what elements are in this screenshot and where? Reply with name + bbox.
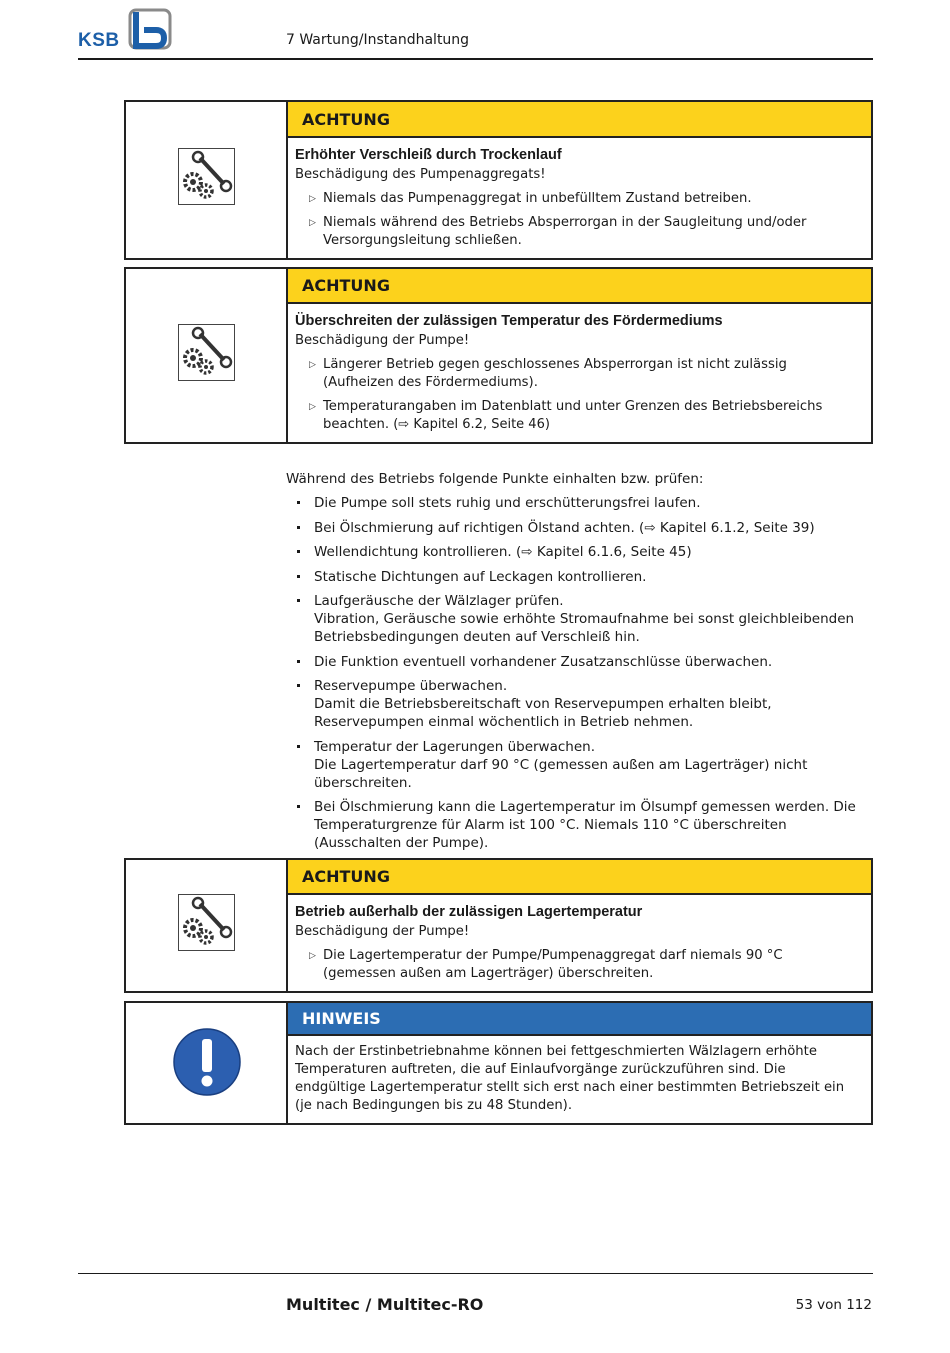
chapter-heading: 7 Wartung/Instandhaltung <box>286 32 470 48</box>
product-title: Multitec / Multitec-RO <box>286 1295 484 1314</box>
notice-icon-column <box>126 1003 288 1123</box>
wrench-gear-icon <box>178 324 235 381</box>
notice-title: Überschreiten der zulässigen Temperatur des Fördermediums <box>295 313 723 329</box>
notice-header-achtung: ACHTUNG <box>288 269 871 304</box>
notice-box-temperature <box>124 267 873 444</box>
notice-box-bearing-temperature <box>124 858 873 993</box>
list-item: Bei Ölschmierung kann die Lagertemperatur im Ölsumpf gemessen werden. Die Temperaturgrenze für Alarm ist 100 °C. Niemals 110 °C überschreiten (Ausschalten der Pumpe). <box>286 798 866 852</box>
notice-item: ▷ Niemals das Pumpenaggregat in unbefülltem Zustand betreiben. <box>309 191 752 206</box>
notice-header-achtung: ACHTUNG <box>288 102 871 138</box>
list-item: Statische Dichtungen auf Leckagen kontrollieren. <box>286 568 866 586</box>
list-item: Temperatur der Lagerungen überwachen. Die Lagertemperatur darf 90 °C (gemessen außen am Lagerträger) nicht überschreiten. <box>286 738 866 792</box>
wrench-gear-icon <box>178 894 235 951</box>
logo-text: KSB <box>78 30 120 51</box>
cross-reference-link[interactable]: (⇨ Kapitel 6.2, Seite 46) <box>393 417 550 432</box>
notice-box-hinweis <box>124 1001 873 1125</box>
list-item: Die Pumpe soll stets ruhig und erschütterungsfrei laufen. <box>286 494 866 512</box>
notice-icon-column <box>126 860 288 991</box>
notice-title: Erhöhter Verschleiß durch Trockenlauf <box>295 147 562 163</box>
notice-text: Nach der Erstinbetriebnahme können bei fettgeschmierten Wälzlagern erhöhte Temperaturen auftreten, die auf Einlaufvorgänge zurückzuführen sind. Die endgültige Lagertemperatur stellt sich erst nach einer bestimmten Betriebszeit ein (je nach Bedingungen bis zu 48 Stunden). <box>295 1044 845 1113</box>
notice-item: ▷ Die Lagertemperatur der Pumpe/Pumpenaggregat darf niemals 90 °C (gemessen außen am Lagerträger) überschreiten. <box>309 948 783 981</box>
cross-reference-link[interactable]: (⇨ Kapitel 6.1.6, Seite 45) <box>516 544 692 560</box>
footer-rule <box>78 1273 873 1274</box>
notice-item: ▷ Temperaturangaben im Datenblatt und unter Grenzen des Betriebsbereichs beachten. (⇨ Kapitel 6.2, Seite 46) <box>309 399 823 432</box>
notice-subtitle: Beschädigung der Pumpe! <box>295 333 470 348</box>
notice-item: ▷ Längerer Betrieb gegen geschlossenes Absperrorgan ist nicht zulässig (Aufheizen des Fördermediums). <box>309 357 787 390</box>
list-item: Bei Ölschmierung auf richtigen Ölstand achten. (⇨ Kapitel 6.1.2, Seite 39) <box>286 519 866 537</box>
checklist-intro: Während des Betriebs folgende Punkte einhalten bzw. prüfen: <box>286 471 704 487</box>
wrench-gear-icon <box>178 148 235 205</box>
list-item: Die Funktion eventuell vorhandener Zusatzanschlüsse überwachen. <box>286 653 866 671</box>
notice-icon-column <box>126 102 288 258</box>
notice-header-hinweis: HINWEIS <box>288 1003 871 1036</box>
list-item: Reservepumpe überwachen. Damit die Betriebsbereitschaft von Reservepumpen erhalten bleibt, Reservepumpen einmal wöchentlich in Betrieb nehmen. <box>286 677 866 731</box>
notice-icon-column <box>126 269 288 442</box>
ksb-logo-mark-icon <box>126 8 174 52</box>
header-rule <box>78 58 873 60</box>
list-item: Laufgeräusche der Wälzlager prüfen. Vibration, Geräusche sowie erhöhte Stromaufnahme bei sonst gleichbleibenden Betriebsbedingungen deuten auf Verschleiß hin. <box>286 592 866 646</box>
exclamation-mandatory-icon <box>172 1027 242 1097</box>
notice-box-dry-run <box>124 100 873 260</box>
list-item: Wellendichtung kontrollieren. (⇨ Kapitel 6.1.6, Seite 45) <box>286 543 866 561</box>
ksb-logo <box>78 8 176 52</box>
notice-title: Betrieb außerhalb der zulässigen Lagertemperatur <box>295 904 643 920</box>
operation-checklist <box>286 470 866 859</box>
cross-reference-link[interactable]: (⇨ Kapitel 6.1.2, Seite 39) <box>639 519 815 536</box>
page-number: 53 von 112 <box>795 1297 872 1313</box>
notice-header-achtung: ACHTUNG <box>288 860 871 895</box>
notice-subtitle: Beschädigung der Pumpe! <box>295 924 470 939</box>
notice-item: ▷ Niemals während des Betriebs Absperrorgan in der Saugleitung und/oder Versorgungsleitung schließen. <box>309 215 807 248</box>
notice-subtitle: Beschädigung des Pumpenaggregats! <box>295 167 546 182</box>
